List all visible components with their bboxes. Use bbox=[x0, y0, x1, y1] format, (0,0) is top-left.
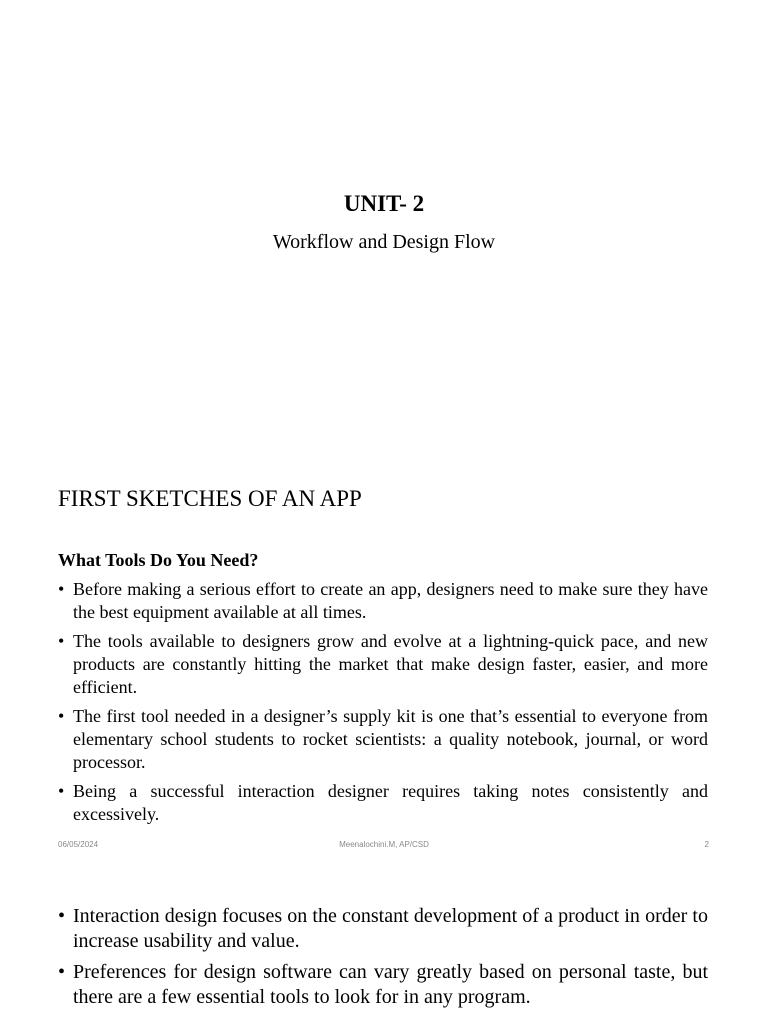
slide-title bbox=[0, 0, 768, 432]
list-item bbox=[58, 960, 708, 1010]
bullet-text: The tools available to designers grow and evolve at a lightning-quick pace, and new products are constantly hitting the market that make design faster, easier, and more efficient. bbox=[73, 631, 708, 697]
list-item bbox=[58, 705, 708, 774]
slide-heading: FIRST SKETCHES OF AN APP bbox=[58, 486, 362, 511]
bullet-icon: • bbox=[58, 961, 66, 983]
bullet-list bbox=[58, 904, 708, 1016]
list-item bbox=[58, 630, 708, 699]
bullet-icon: • bbox=[58, 631, 65, 651]
slide-interaction-design bbox=[0, 864, 768, 1024]
footer-date: 06/05/2024 bbox=[58, 840, 99, 849]
sub-heading: What Tools Do You Need? bbox=[58, 550, 259, 570]
bullet-text: Before making a serious effort to create an app, designers need to make sure they have the best equipment available at all times. bbox=[73, 579, 708, 622]
footer-author: Meenalochini.M, AP/CSD bbox=[339, 840, 429, 849]
bullet-list bbox=[58, 578, 708, 832]
slide-first-sketches bbox=[0, 432, 768, 864]
bullet-icon: • bbox=[58, 905, 66, 927]
unit-subtitle: Workflow and Design Flow bbox=[272, 231, 496, 253]
bullet-text: The first tool needed in a designer’s supply kit is one that’s essential to everyone from elementary school students to rocket scientists: a quality notebook, journal, or word processor. bbox=[73, 706, 708, 772]
list-item bbox=[58, 904, 708, 954]
footer-page-number: 2 bbox=[704, 840, 709, 849]
bullet-icon: • bbox=[58, 781, 65, 801]
bullet-text: Interaction design focuses on the constant development of a product in order to increase usability and value. bbox=[73, 905, 708, 952]
bullet-icon: • bbox=[58, 579, 65, 599]
list-item bbox=[58, 780, 708, 826]
unit-title: UNIT- 2 bbox=[343, 191, 425, 216]
bullet-icon: • bbox=[58, 706, 65, 726]
bullet-text: Preferences for design software can vary greatly based on personal taste, but there are a few essential tools to look for in any program. bbox=[73, 961, 708, 1008]
bullet-text: Being a successful interaction designer requires taking notes consistently and excessively. bbox=[73, 781, 708, 824]
list-item bbox=[58, 578, 708, 624]
